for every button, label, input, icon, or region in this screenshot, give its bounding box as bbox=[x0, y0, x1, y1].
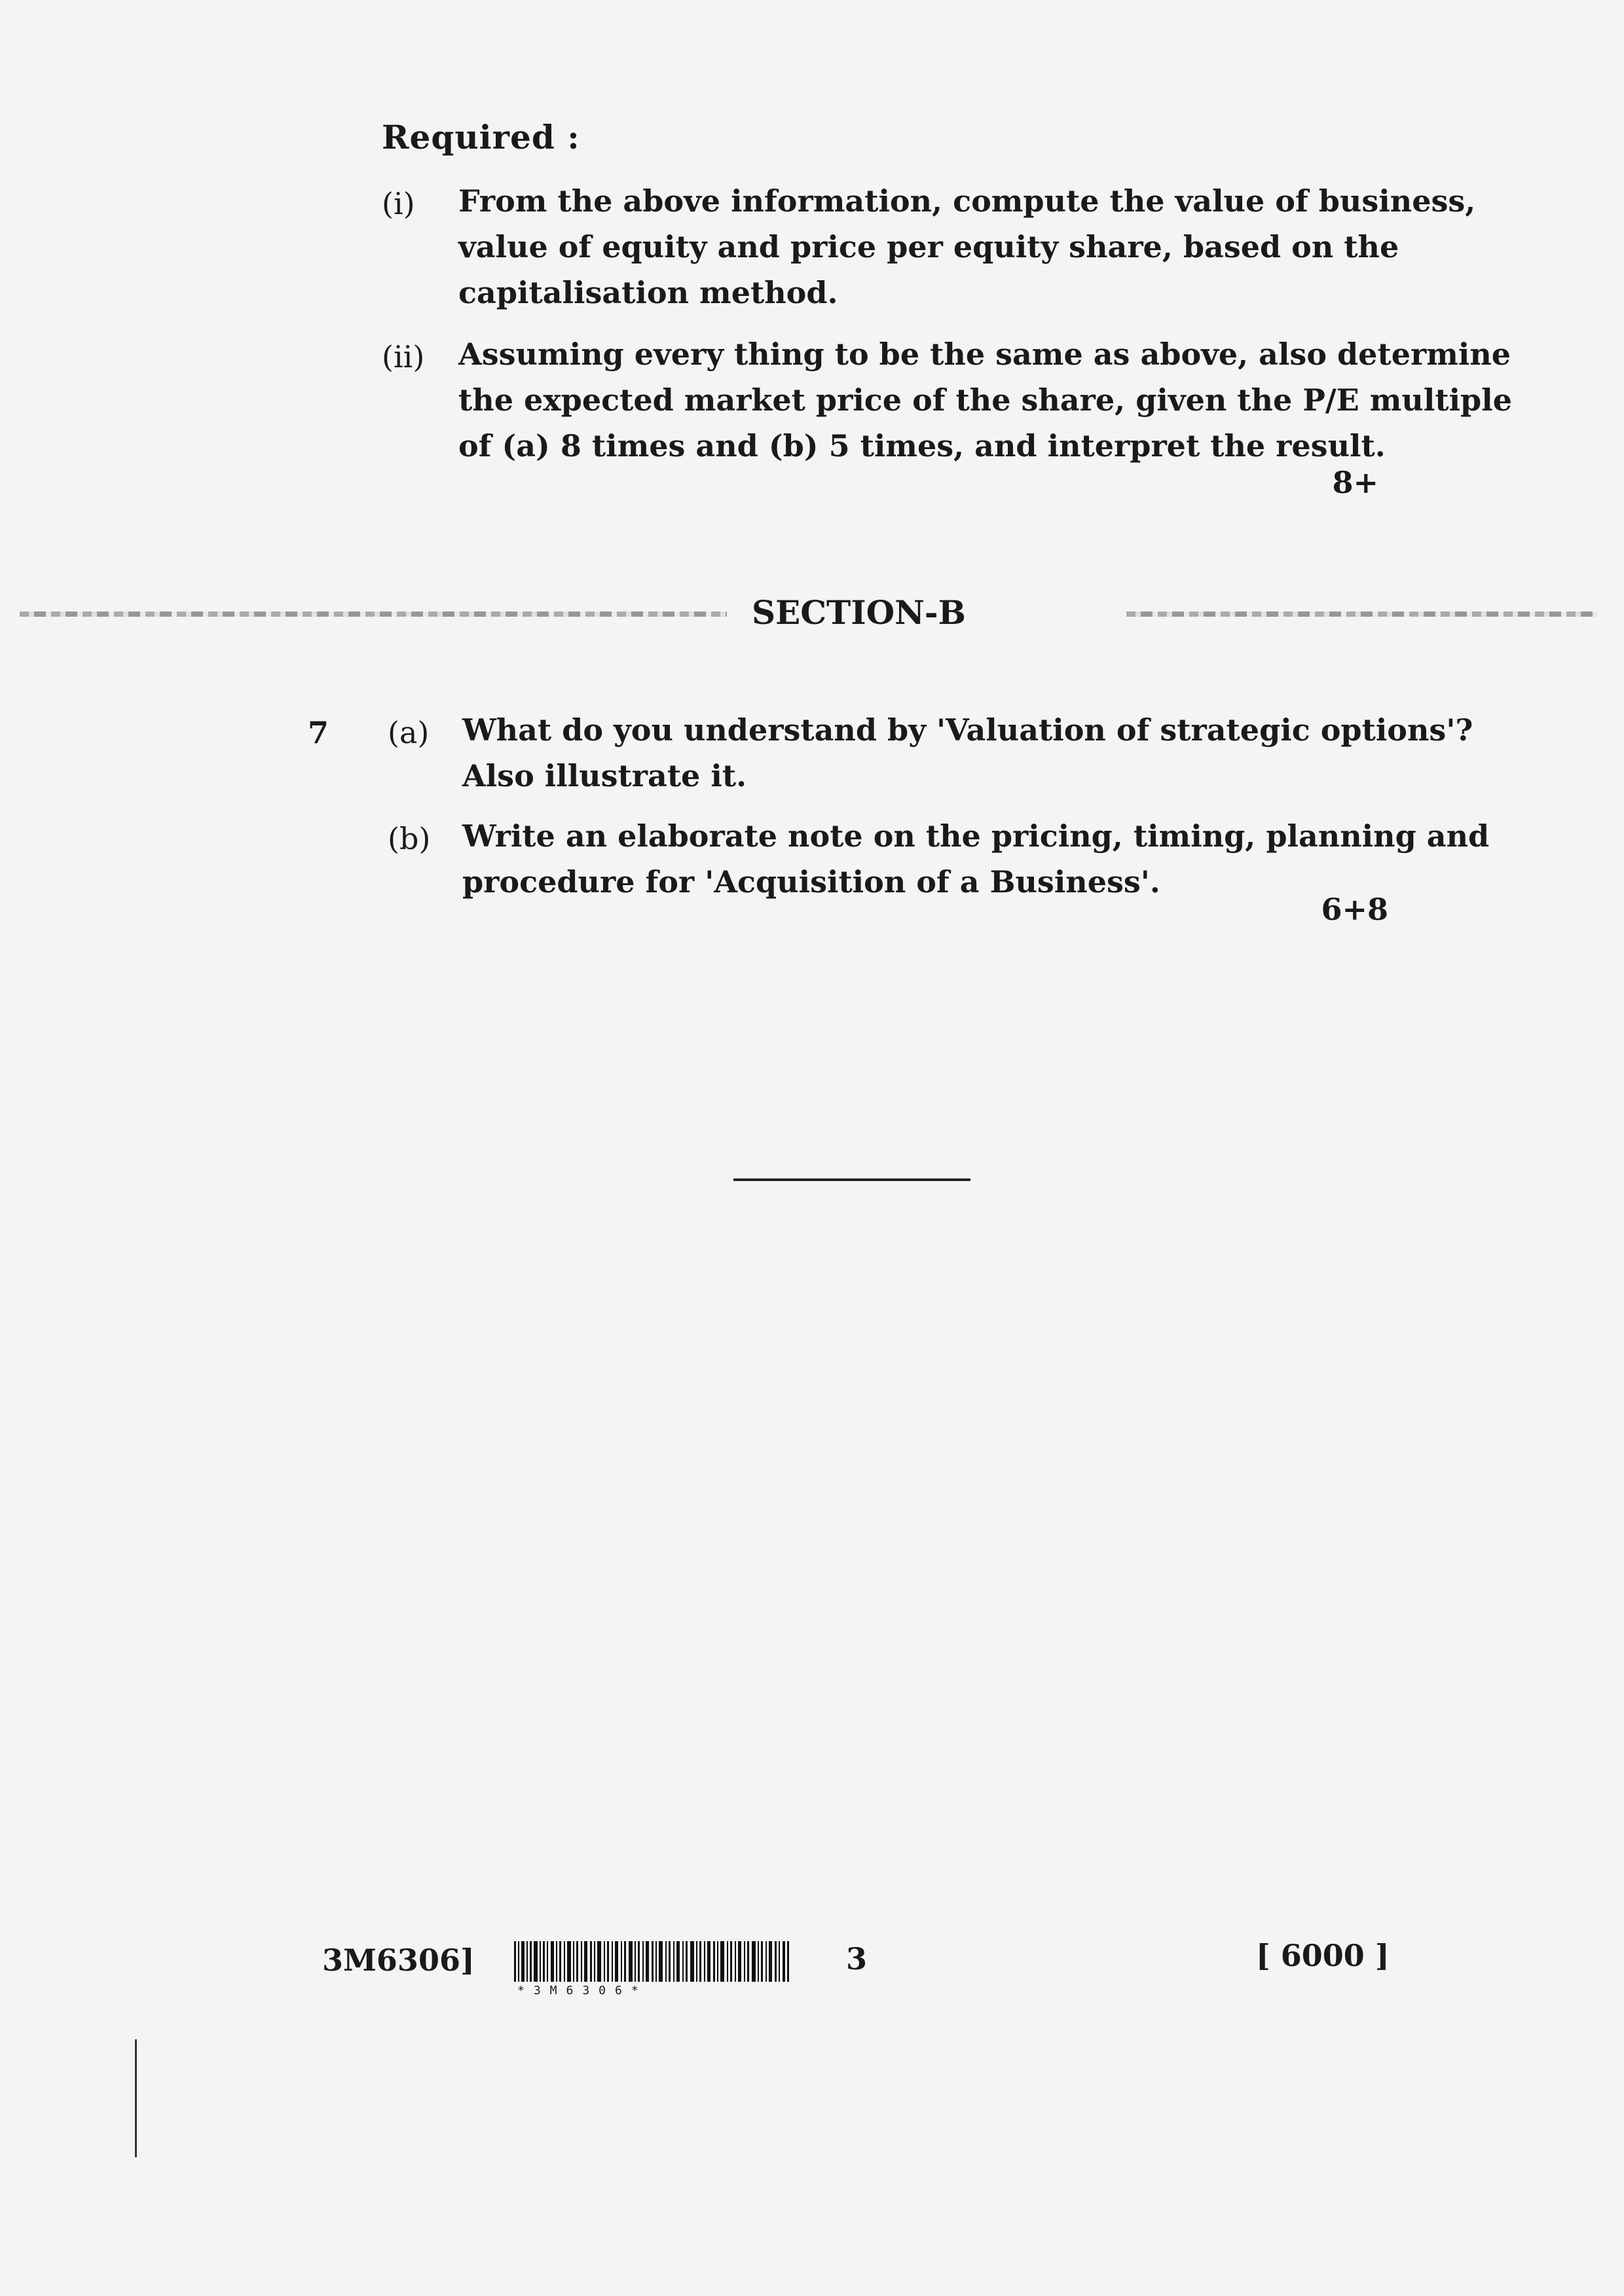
item-i-line: From the above information, compute the value of business, bbox=[458, 183, 1476, 219]
question7-marks: 6+8 bbox=[1321, 892, 1388, 927]
barcode-digits: *3M6306* bbox=[517, 1984, 648, 1997]
item-text-ii bbox=[458, 331, 1512, 469]
part-text-a bbox=[462, 707, 1473, 799]
paper-code: 3M6306] bbox=[322, 1942, 475, 1978]
item-text-i bbox=[458, 178, 1475, 316]
item-ii-line: the expected market price of the share, given the P/E multiple bbox=[458, 382, 1512, 418]
required-heading: Required : bbox=[382, 118, 580, 156]
section-rule-left bbox=[20, 611, 727, 617]
item-label-i: (i) bbox=[382, 186, 415, 221]
question-number: 7 bbox=[308, 715, 329, 750]
item-ii-line: of (a) 8 times and (b) 5 times, and interpret the result. bbox=[458, 428, 1386, 464]
part-label-a: (a) bbox=[388, 715, 430, 750]
part-a-line: Also illustrate it. bbox=[462, 758, 747, 793]
margin-line bbox=[135, 2039, 137, 2157]
barcode bbox=[514, 1941, 789, 1982]
section-rule-right bbox=[1126, 611, 1598, 617]
part-b-line: procedure for 'Acquisition of a Business'. bbox=[462, 864, 1160, 900]
section-b-title: SECTION-B bbox=[747, 593, 971, 632]
page-number: 3 bbox=[846, 1941, 868, 1977]
item-i-line: value of equity and price per equity share, based on the bbox=[458, 229, 1399, 264]
part-a-line: What do you understand by 'Valuation of strategic options'? bbox=[462, 712, 1473, 748]
end-rule bbox=[733, 1178, 970, 1181]
required-marks: 8+ bbox=[1332, 465, 1378, 500]
item-ii-line: Assuming every thing to be the same as above, also determine bbox=[458, 337, 1511, 372]
part-b-line: Write an elaborate note on the pricing, timing, planning and bbox=[462, 818, 1490, 854]
item-i-line: capitalisation method. bbox=[458, 275, 838, 310]
copies-count: [ 6000 ] bbox=[1256, 1938, 1390, 1973]
part-text-b bbox=[462, 813, 1489, 905]
part-label-b: (b) bbox=[388, 821, 431, 856]
item-label-ii: (ii) bbox=[382, 339, 425, 374]
